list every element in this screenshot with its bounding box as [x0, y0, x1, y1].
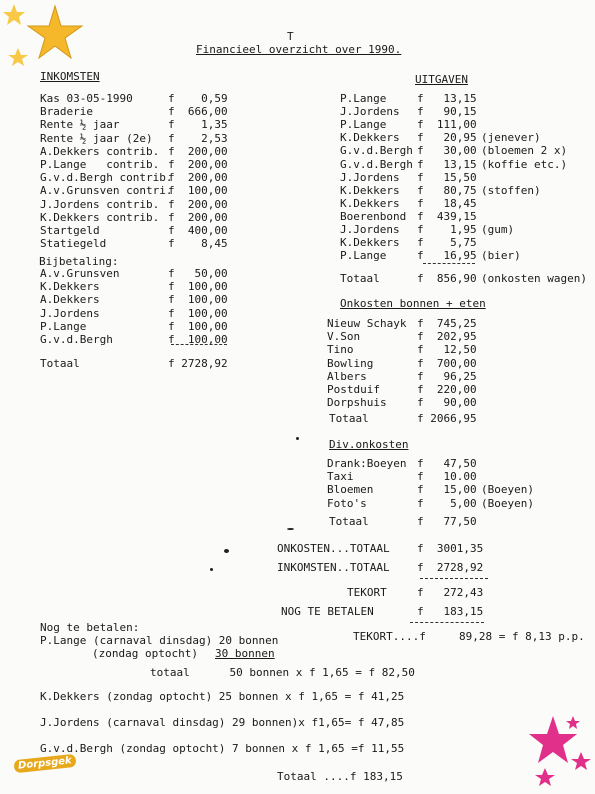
- row-amount: f 8,45: [168, 237, 228, 251]
- row-amount: f 202,95: [417, 330, 477, 344]
- row-label: Braderie: [40, 105, 93, 119]
- row-label: G.v.d.Bergh: [40, 333, 113, 346]
- row-label: Postduif: [327, 383, 380, 396]
- row-amount: f 5,75: [417, 236, 477, 250]
- summary-onkosten-label: ONKOSTEN...TOTAAL: [277, 542, 390, 555]
- row-amount: f 2,53: [168, 131, 228, 145]
- site-logo: Dorpsgek: [13, 754, 76, 773]
- divider: [171, 344, 227, 345]
- onkosten-totaal-label: Totaal: [329, 412, 369, 425]
- divider: [423, 263, 475, 264]
- row-amount: f 12,50: [417, 343, 477, 357]
- uitgaven-totaal-amount: f 856,90: [417, 272, 477, 285]
- row-label: Kas 03-05-1990: [40, 92, 133, 105]
- row-amount: f 200,00: [168, 158, 228, 171]
- row-label: Albers: [327, 369, 367, 383]
- nog-line: totaal 50 bonnen x f 1,65 = f 82,50: [150, 666, 415, 679]
- onkosten-totaal-amount: f 2066,95: [417, 412, 477, 425]
- row-amount: f 15,00: [417, 483, 477, 497]
- row-note: (gum): [481, 223, 515, 236]
- row-amount: f 16,95: [417, 249, 477, 263]
- summary-onkosten-amount: f 3001,35: [417, 542, 484, 555]
- row-amount: f 30,00: [417, 144, 477, 158]
- row-amount: f 13,15: [417, 92, 477, 105]
- nog-line: 30 bonnen: [215, 647, 275, 660]
- tekort-pp: TEKORT....f 89,28 = f 8,13 p.p.: [353, 630, 585, 643]
- row-label: K.Dekkers: [340, 236, 400, 250]
- row-amount: f 47,50: [417, 457, 477, 470]
- row-note: (bier): [481, 249, 521, 263]
- div-heading: Div.onkosten: [329, 438, 409, 451]
- summary-inkomsten-label: INKOMSTEN..TOTAAL: [277, 561, 390, 574]
- row-amount: f 13,15: [417, 157, 477, 171]
- row-amount: f 96,25: [417, 369, 477, 383]
- summary-inkomsten-amount: f 2728,92: [417, 561, 484, 574]
- nog-line: J.Jordens (carnaval dinsdag) 29 bonnen)x f1,65= f 47,85: [40, 716, 405, 729]
- row-label: Dorpshuis: [327, 396, 387, 410]
- row-label: Statiegeld: [40, 237, 107, 251]
- row-amount: f 200,00: [168, 171, 228, 185]
- summary-tekort-label: TEKORT: [347, 586, 387, 599]
- row-amount: f 20,95: [417, 131, 477, 145]
- row-label: P.Lange: [340, 92, 387, 105]
- row-amount: f 100,00: [168, 319, 228, 333]
- summary-tekort-amount: f 272,43: [417, 586, 484, 599]
- row-amount: f 1,35: [168, 118, 228, 132]
- row-label: Foto's: [327, 496, 367, 510]
- row-label: Rente ½ jaar (2e): [40, 131, 153, 145]
- row-label: Rente ½ jaar: [40, 118, 120, 132]
- row-label: P.Lange: [340, 249, 387, 263]
- row-label: J.Jordens contrib.: [40, 197, 160, 211]
- star-icon: [525, 712, 595, 794]
- nog-line: (zondag optocht): [92, 647, 198, 660]
- row-label: V.Son: [327, 330, 361, 344]
- row-amount: f 10.00: [417, 470, 477, 484]
- row-amount: f 200,00: [168, 210, 228, 224]
- row-amount: f 400,00: [168, 224, 228, 237]
- row-label: A.Dekkers: [40, 293, 100, 307]
- row-amount: f 200,00: [168, 144, 228, 158]
- row-amount: f 80,75: [417, 183, 477, 197]
- row-amount: f 100,00: [168, 333, 228, 346]
- row-amount: f 100,00: [168, 306, 228, 320]
- row-note: (bloemen 2 x): [481, 144, 568, 158]
- row-label: P.Lange contrib.: [40, 158, 160, 171]
- row-label: Drank:Boeyen: [327, 457, 407, 470]
- row-label: A.v.Grunsven contri.: [40, 184, 173, 198]
- speck: [210, 568, 213, 571]
- row-label: J.Jordens: [340, 170, 400, 184]
- summary-nog-label: NOG TE BETALEN: [281, 605, 374, 618]
- row-amount: f 15,50: [417, 170, 477, 184]
- row-amount: f 100,00: [168, 280, 228, 294]
- row-amount: f 5,00: [417, 496, 477, 510]
- row-amount: f 220,00: [417, 383, 477, 396]
- row-label: Boerenbond: [340, 209, 407, 223]
- row-amount: f 100,00: [168, 293, 228, 307]
- row-amount: f 1,95: [417, 223, 477, 236]
- row-label: K.Dekkers contrib.: [40, 210, 160, 224]
- summary-nog-amount: f 183,15: [417, 605, 484, 618]
- row-label: K.Dekkers: [340, 131, 400, 145]
- nog-line: G.v.d.Bergh (zondag optocht) 7 bonnen x f 1,65 =f 11,55: [40, 742, 405, 755]
- divider: [410, 622, 484, 623]
- row-label: G.v.d.Bergh contrib.: [40, 171, 173, 185]
- page-title: Financieel overzicht over 1990.: [196, 43, 402, 56]
- row-note: (koffie etc.): [481, 157, 568, 171]
- speck: [224, 549, 229, 553]
- row-amount: f 439,15: [417, 209, 477, 223]
- row-label: Bloemen: [327, 483, 374, 497]
- row-note: (stoffen): [481, 183, 541, 197]
- row-label: A.v.Grunsven: [40, 267, 120, 280]
- row-amount: f 745,25: [417, 317, 477, 330]
- row-amount: f 100,00: [168, 184, 228, 198]
- row-label: J.Jordens: [340, 223, 400, 236]
- nog-heading: Nog te betalen:: [40, 621, 140, 634]
- inkomsten-heading: INKOMSTEN: [40, 70, 100, 83]
- onkosten-heading: Onkosten bonnen + eten: [340, 297, 486, 310]
- row-note: (Boeyen): [481, 483, 534, 497]
- row-label: Taxi: [327, 470, 354, 484]
- row-label: K.Dekkers: [340, 196, 400, 210]
- row-note: (Boeyen): [481, 496, 534, 510]
- row-amount: f 90,00: [417, 396, 477, 410]
- row-amount: f 50,00: [168, 267, 228, 280]
- inkomsten-totaal-label: Totaal: [40, 357, 80, 370]
- row-note: (jenever): [481, 131, 541, 145]
- divider: [420, 578, 488, 579]
- nog-line: P.Lange (carnaval dinsdag) 20 bonnen: [40, 634, 279, 647]
- speck: [296, 437, 299, 440]
- nog-total: Totaal ....f 183,15: [277, 770, 403, 783]
- inkomsten-totaal-amount: f 2728,92: [168, 357, 228, 370]
- row-label: J.Jordens: [40, 306, 100, 320]
- row-label: K.Dekkers: [40, 280, 100, 294]
- row-label: G.v.d.Bergh: [340, 144, 413, 158]
- row-label: Startgeld: [40, 224, 100, 237]
- row-amount: f 90,15: [417, 105, 477, 119]
- div-totaal-amount: f 77,50: [417, 515, 477, 528]
- row-label: P.Lange: [340, 118, 387, 132]
- uitgaven-totaal-note: (onkosten wagen): [481, 272, 587, 285]
- row-amount: f 111,00: [417, 118, 477, 132]
- row-amount: f 0,59: [168, 92, 228, 105]
- uitgaven-heading: UITGAVEN: [415, 73, 468, 86]
- row-label: Bowling: [327, 356, 374, 370]
- uitgaven-totaal-label: Totaal: [340, 272, 380, 285]
- row-label: G.v.d.Bergh: [340, 157, 413, 171]
- row-amount: f 700,00: [417, 356, 477, 370]
- row-label: Tino: [327, 343, 354, 357]
- row-amount: f 666,00: [168, 105, 228, 119]
- page-mark: T: [287, 30, 294, 43]
- row-amount: f 18,45: [417, 196, 477, 210]
- row-label: K.Dekkers: [340, 183, 400, 197]
- div-totaal-label: Totaal: [329, 515, 369, 528]
- bijbetaling-heading: Bijbetaling:: [39, 255, 119, 268]
- star-icon: [0, 0, 90, 80]
- speck: [287, 528, 294, 530]
- nog-line: K.Dekkers (zondag optocht) 25 bonnen x f 1,65 = f 41,25: [40, 690, 405, 703]
- row-amount: f 200,00: [168, 197, 228, 211]
- row-label: J.Jordens: [340, 105, 400, 119]
- row-label: Nieuw Schayk: [327, 317, 407, 330]
- row-label: P.Lange: [40, 319, 87, 333]
- row-label: A.Dekkers contrib.: [40, 144, 160, 158]
